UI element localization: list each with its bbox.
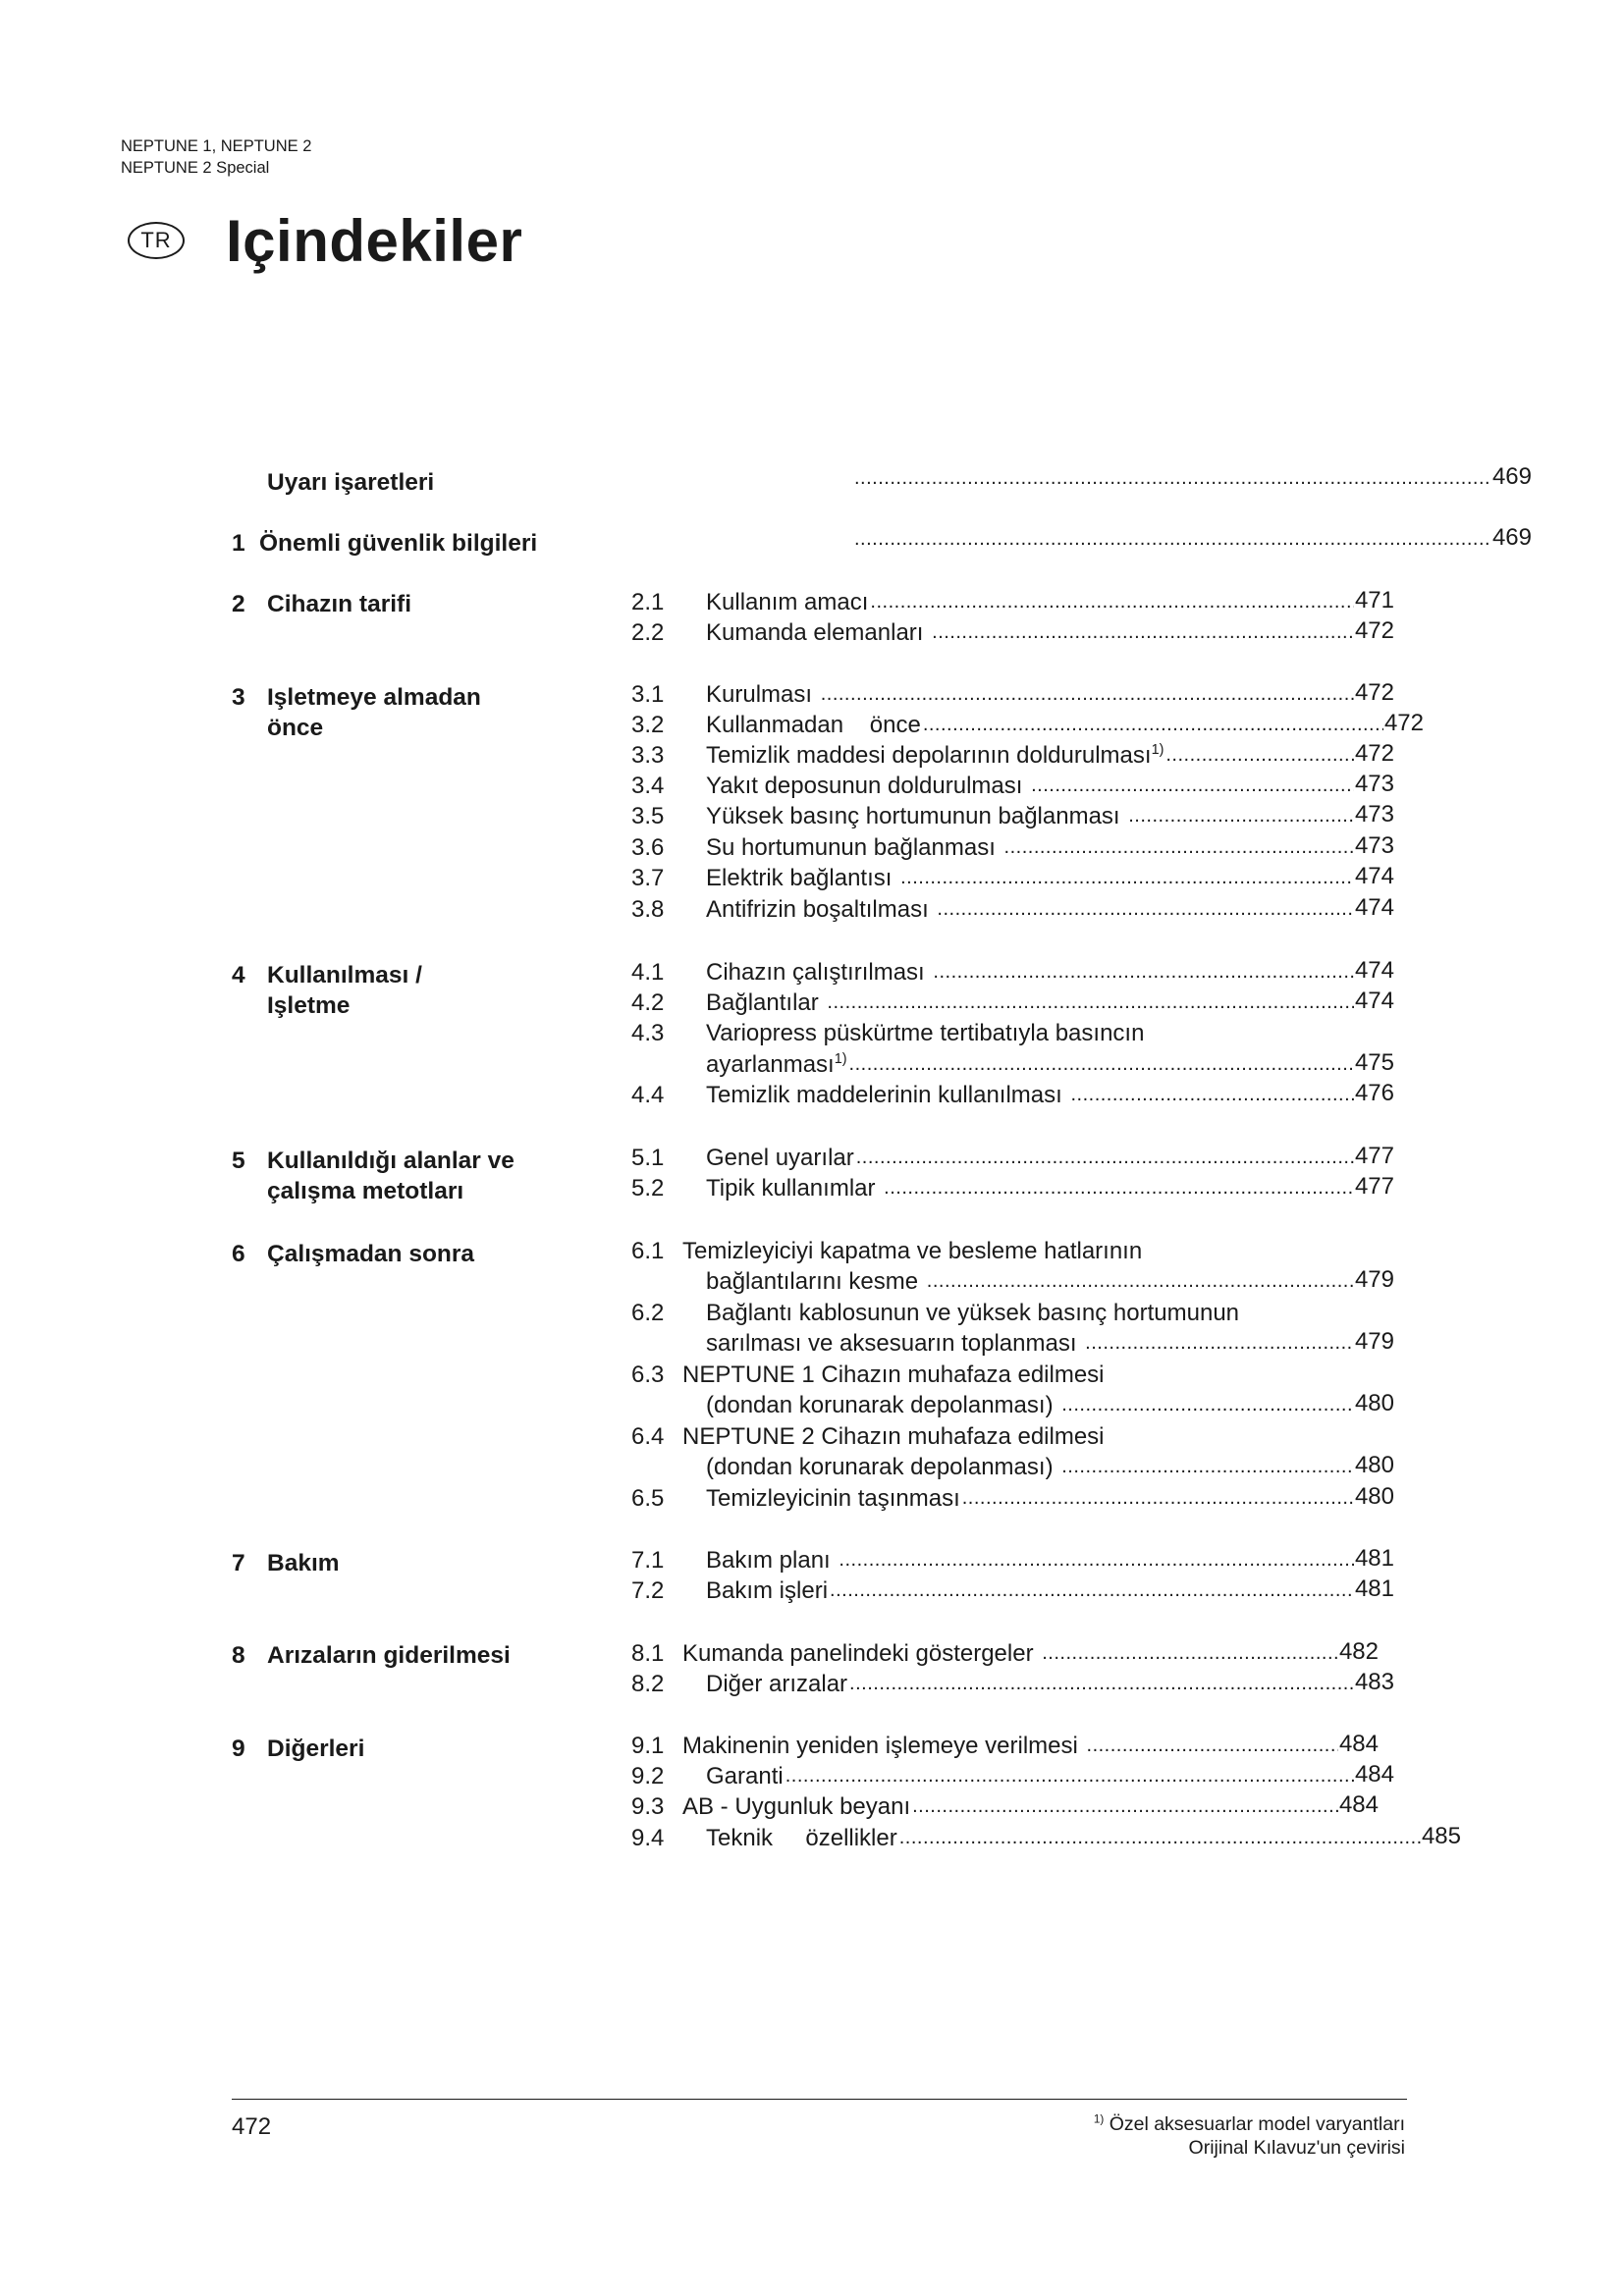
entry-number: 4.3 <box>631 1020 665 1046</box>
entry-title: Antifrizin boşaltılması <box>706 896 936 923</box>
entry-number: 2.2 <box>631 619 665 646</box>
entry-title: NEPTUNE 2 Cihazın muhafaza edilmesi <box>682 1423 1105 1450</box>
entry-number: 8.1 <box>631 1640 665 1667</box>
page-number: 474 <box>1354 894 1394 921</box>
entry-title: Tipik kullanımlar <box>706 1175 883 1201</box>
entry-number: 6.1 <box>631 1238 665 1264</box>
title-row <box>128 206 522 275</box>
entry-number: 5.2 <box>631 1175 665 1201</box>
entry-number: 4.1 <box>631 959 665 986</box>
page-number: 472 <box>1354 617 1394 644</box>
document-header <box>121 135 311 179</box>
entry-title: Teknik özellikler <box>706 1825 897 1851</box>
entry-leader <box>899 1823 1461 1853</box>
entry-number: 6.2 <box>631 1300 665 1326</box>
page-number: 473 <box>1354 801 1394 828</box>
page-number: 477 <box>1354 1143 1394 1169</box>
entry-number: 4.4 <box>631 1082 665 1108</box>
page-number: 485 <box>1421 1823 1461 1849</box>
entry-title: Bağlantılar <box>706 989 826 1016</box>
entry-title: Genel uyarılar <box>706 1145 854 1171</box>
page-number: 472 <box>1383 710 1424 736</box>
footer-page-number: 472 <box>232 2113 272 2140</box>
entry-title: sarılması ve aksesuarın toplanması <box>706 1330 1084 1357</box>
entry-title: Kurulması <box>706 681 819 708</box>
language-badge-icon: TR <box>128 222 185 259</box>
page-number: 473 <box>1354 832 1394 859</box>
entry-leader <box>937 894 1394 925</box>
entry-leader <box>962 1483 1394 1514</box>
entry-number: 6.3 <box>631 1362 665 1388</box>
entry-leader <box>1087 1731 1379 1761</box>
page-number: 474 <box>1354 957 1394 984</box>
entry-leader <box>849 1049 1394 1080</box>
toc-warning-signs-leader <box>854 463 1532 494</box>
entry-number: 8.2 <box>631 1671 665 1697</box>
page-number: 474 <box>1354 863 1394 889</box>
page-number: 474 <box>1354 988 1394 1014</box>
entry-title: Temizlik maddesi depolarının doldurulması$^{1)}$ <box>706 742 1164 769</box>
page-number: 482 <box>1338 1638 1379 1665</box>
entry-number: 9.2 <box>631 1763 665 1789</box>
entry-number: 3.6 <box>631 834 665 861</box>
entry-number: 5.1 <box>631 1145 665 1171</box>
header-model-special: NEPTUNE 2 Special <box>121 159 270 177</box>
entry-number: 6.5 <box>631 1485 665 1512</box>
entry-number: 6.4 <box>631 1423 665 1450</box>
entry-title: (dondan korunarak depolanması) <box>706 1454 1060 1480</box>
entry-number: 3.4 <box>631 773 665 799</box>
footer-notes <box>1094 2112 1405 2160</box>
entry-number: 7.2 <box>631 1577 665 1604</box>
page-number: 479 <box>1354 1328 1394 1355</box>
entry-leader <box>912 1791 1379 1822</box>
entry-leader <box>1061 1452 1394 1482</box>
entry-title: Elektrik bağlantısı <box>706 865 899 891</box>
entry-number: 3.3 <box>631 742 665 769</box>
entry-number: 9.4 <box>631 1825 665 1851</box>
entry-leader <box>1128 801 1394 831</box>
entry-title: Garanti <box>706 1763 784 1789</box>
page-number: 469 <box>1491 524 1532 551</box>
page-number: 481 <box>1354 1545 1394 1572</box>
page-number: 480 <box>1354 1452 1394 1478</box>
entry-leader <box>1085 1328 1394 1359</box>
entry-title: Kullanım amacı <box>706 589 869 615</box>
page-number: 481 <box>1354 1575 1394 1602</box>
entry-title: Yüksek basınç hortumunun bağlanması <box>706 803 1127 829</box>
header-models: NEPTUNE 1, NEPTUNE 2 <box>121 137 312 155</box>
entry-leader <box>849 1669 1394 1699</box>
entry-leader <box>830 1575 1394 1606</box>
entry-leader <box>1070 1080 1394 1110</box>
entry-number: 7.1 <box>631 1547 665 1574</box>
page-number: 479 <box>1354 1266 1394 1293</box>
page-number: 475 <box>1354 1049 1394 1076</box>
entry-title: Temizlik maddelerinin kullanılması <box>706 1082 1069 1108</box>
entry-number: 3.1 <box>631 681 665 708</box>
entry-title: Kumanda panelindeki göstergeler <box>682 1640 1041 1667</box>
entry-title: (dondan korunarak depolanması) <box>706 1392 1060 1418</box>
entry-number: 9.1 <box>631 1733 665 1759</box>
entry-title: Bakım işleri <box>706 1577 829 1604</box>
page-number: 476 <box>1354 1080 1394 1106</box>
page-number: 484 <box>1354 1761 1394 1788</box>
page-number: 471 <box>1354 587 1394 614</box>
entry-title: Su hortumunun bağlanması <box>706 834 1002 861</box>
footnote: $^{1)}$ Özel aksesuarlar model varyantları <box>1093 2112 1405 2135</box>
entry-title: NEPTUNE 1 Cihazın muhafaza edilmesi <box>682 1362 1105 1388</box>
entry-number: 2.1 <box>631 589 665 615</box>
entry-leader <box>1031 771 1394 801</box>
page-number: 472 <box>1354 740 1394 767</box>
page-number: 473 <box>1354 771 1394 797</box>
toc-section-1-leader <box>854 524 1532 555</box>
entry-number: 4.2 <box>631 989 665 1016</box>
entry-number: 3.2 <box>631 712 665 738</box>
entry-title: Yakıt deposunun doldurulması <box>706 773 1030 799</box>
entry-title: AB - Uygunluk beyanı <box>682 1793 911 1820</box>
entry-title: Kullanmadan önce <box>706 712 921 738</box>
entry-title: Cihazın çalıştırılması <box>706 959 932 986</box>
entry-title: Diğer arızalar <box>706 1671 848 1697</box>
entry-leader <box>856 1143 1394 1173</box>
page-number: 477 <box>1354 1173 1394 1200</box>
entry-leader <box>821 679 1394 710</box>
entry-number: 3.5 <box>631 803 665 829</box>
entry-leader <box>933 957 1394 988</box>
entry-title: Bağlantı kablosunun ve yüksek basınç hortumunun <box>706 1300 1240 1326</box>
entry-leader <box>870 587 1394 617</box>
page-number: 484 <box>1338 1731 1379 1757</box>
entry-title: Makinenin yeniden işlemeye verilmesi <box>682 1733 1085 1759</box>
entry-title: Bakım planı <box>706 1547 838 1574</box>
entry-title: Temizleyicinin taşınması <box>706 1485 960 1512</box>
page-number: 480 <box>1354 1483 1394 1510</box>
entry-title: Kumanda elemanları <box>706 619 931 646</box>
entry-number: 3.7 <box>631 865 665 891</box>
page-number: 484 <box>1338 1791 1379 1818</box>
entry-leader <box>1004 832 1394 863</box>
entry-title: Variopress püskürtme tertibatıyla basıncın <box>706 1020 1145 1046</box>
entry-leader <box>1061 1390 1394 1420</box>
entry-leader <box>1165 740 1394 771</box>
page-number: 483 <box>1354 1669 1394 1695</box>
page-number: 469 <box>1491 463 1532 490</box>
page-number: 472 <box>1354 679 1394 706</box>
translation-note: Orijinal Kılavuz'un çevirisi <box>1188 2137 1405 2159</box>
page-title: Içindekiler <box>226 207 523 274</box>
entry-leader <box>900 863 1394 893</box>
footer-divider <box>232 2099 1407 2100</box>
page-number: 480 <box>1354 1390 1394 1416</box>
entry-number: 3.8 <box>631 896 665 923</box>
entry-title: bağlantılarını kesme <box>706 1268 925 1295</box>
entry-leader <box>785 1761 1394 1791</box>
entry-leader <box>932 617 1394 648</box>
entry-title: Temizleyiciyi kapatma ve besleme hatlarının <box>682 1238 1143 1264</box>
entry-number: 9.3 <box>631 1793 665 1820</box>
entry-leader <box>884 1173 1394 1203</box>
entry-leader <box>827 988 1394 1018</box>
entry-leader <box>923 710 1424 740</box>
entry-leader <box>1042 1638 1379 1669</box>
entry-leader <box>927 1266 1394 1297</box>
entry-leader <box>839 1545 1394 1575</box>
entry-title: ayarlanması$^{1)}$ <box>706 1051 847 1078</box>
